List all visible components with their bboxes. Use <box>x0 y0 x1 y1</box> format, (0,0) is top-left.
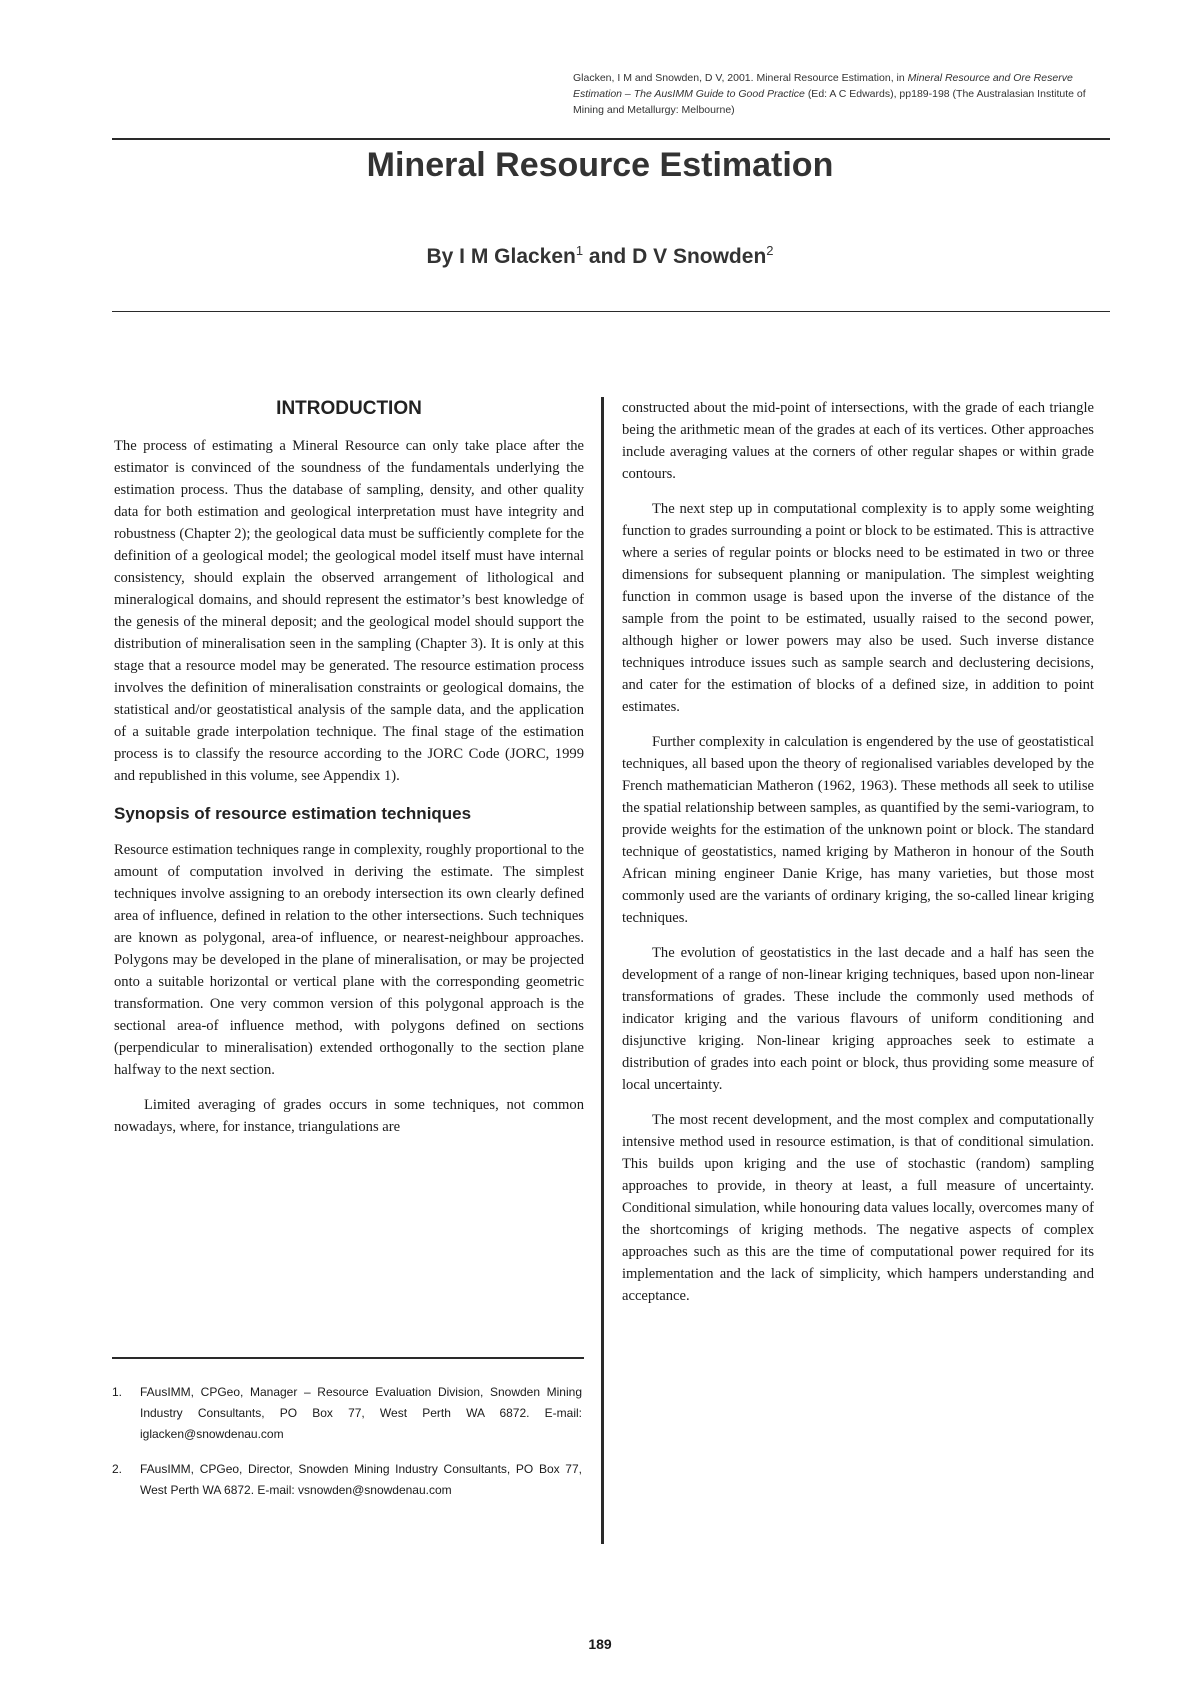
synopsis-heading: Synopsis of resource estimation techniques <box>114 804 472 823</box>
left-column <box>114 397 584 1138</box>
page-title: Mineral Resource Estimation <box>366 146 834 184</box>
footnotes <box>112 1382 582 1515</box>
byline-author-2: and D V Snowden <box>583 245 767 268</box>
citation-header <box>573 70 1098 118</box>
footnote-1 <box>112 1382 582 1445</box>
citation-authors: Glacken, I M and Snowden, D V, 2001. Mineral Resource Estimation, in <box>573 72 905 84</box>
column-divider <box>601 397 604 1544</box>
right-paragraph-3: Further complexity in calculation is engendered by the use of geostatistical techniques, all based upon the theory of regionalised variables developed by the French mathematician Matheron (1962, 1963). These methods all seek to utilise the spatial relationship between samples, as quantified by the semi-variogram, to provide weights for the estimation of the unknown point or block. The standard technique of geostatistics, named kriging by Matheron in honour of the South African mining engineer Danie Krige, has many varieties, but those most commonly used are the variants of ordinary kriging, the so-called linear kriging techniques. <box>622 734 1094 926</box>
introduction-heading: INTRODUCTION <box>276 398 422 419</box>
right-paragraph-2: The next step up in computational complexity is to apply some weighting function to grades surrounding a point or block to be estimated. This is attractive where a series of regular points or blocks need to be estimated in two or three dimensions for subsequent planning or manipulation. The simplest weighting function in common usage is based upon the inverse of the distance of the sample from the point to be estimated, usually raised to the second power, although higher or lower powers may also be used. Such inverse distance techniques introduce issues such as sample search and declustering decisions, and cater for the estimation of blocks of a defined size, in addition to point estimates. <box>622 501 1094 715</box>
footnote-number: 1. <box>112 1385 123 1399</box>
citation-editor-pages: (Ed: A C Edwards), pp189-198 (The Australasian Institute of Mining and Metallurgy: Melbourne) <box>573 88 1086 116</box>
right-paragraph-5: The most recent development, and the most complex and computationally intensive method used in resource estimation, is that of conditional simulation. This builds upon kriging and the use of stochastic (random) sampling approaches to provide, in theory at least, a full measure of uncertainty. Conditional simulation, while honouring data values locally, overcomes many of the shortcomings of kriging methods. The negative aspects of complex approaches such as this are the time of computational power required for its implementation and the lack of simplicity, which hampers understanding and acceptance. <box>622 1112 1094 1304</box>
footnote-text: FAusIMM, CPGeo, Director, Snowden Mining Industry Consultants, PO Box 77, West Perth WA 6872. E-mail: vsnowden@snowdenau.com <box>140 1462 582 1497</box>
footnote-number: 2. <box>112 1462 123 1476</box>
page-number: 189 <box>588 1636 612 1652</box>
citation-book-title: Mineral Resource and Ore Reserve Estimation – The AusIMM Guide to Good Practice <box>573 72 1073 100</box>
intro-paragraph: The process of estimating a Mineral Resource can only take place after the estimator is convinced of the soundness of the fundamentals underlying the estimation process. Thus the database of sampling, density, and other quality data for both estimation and geological interpretation must have integrity and robustness (Chapter 2); the geological data must be sufficiently complete for the definition of a geological model; the geological model itself must have internal consistency, should explain the observed arrangement of lithological and mineralogical domains, and should represent the estimator’s best knowledge of the genesis of the mineral deposit; and the geological model should support the distribution of mineralisation seen in the sampling (Chapter 3). It is only at this stage that a resource model may be generated. The resource estimation process involves the definition of mineralisation constraints or geological domains, the statistical and/or geostatistical analysis of the sample data, and the application of a suitable grade interpolation technique. The final stage of the estimation process is to classify the resource according to the JORC Code (JORC, 1999 and republished in this volume, see Appendix 1). <box>114 438 584 784</box>
right-paragraph-4: The evolution of geostatistics in the last decade and a half has seen the development of a range of non-linear kriging techniques, based upon non-linear transformations of grades. These include the commonly used methods of indicator kriging and the various flavours of uniform conditioning and disjunctive kriging. Non-linear kriging approaches seek to estimate a distribution of grades into each point or block, thus providing some measure of local uncertainty. <box>622 945 1094 1093</box>
byline-author-1: By I M Glacken <box>426 245 576 268</box>
footnote-text: FAusIMM, CPGeo, Manager – Resource Evaluation Division, Snowden Mining Industry Consultants, PO Box 77, West Perth WA 6872. E-mail: iglacken@snowdenau.com <box>140 1385 582 1441</box>
footnote-2 <box>112 1459 582 1501</box>
right-paragraph-1: constructed about the mid-point of intersections, with the grade of each triangle being the arithmetic mean of the grades at each of its vertices. Other approaches include averaging values at the corners of other regular shapes or within grade contours. <box>622 400 1094 482</box>
footnote-rule <box>112 1357 584 1359</box>
byline-sup-1: 1 <box>575 243 584 258</box>
averaging-paragraph: Limited averaging of grades occurs in some techniques, not common nowadays, where, for instance, triangulations are <box>114 1097 584 1135</box>
byline <box>0 243 1200 269</box>
top-rule <box>112 138 1110 140</box>
right-column <box>622 397 1094 1307</box>
byline-sup-2: 2 <box>766 243 774 258</box>
synopsis-paragraph: Resource estimation techniques range in complexity, roughly proportional to the amount of computation involved in deriving the estimate. The simplest techniques involve assigning to an orebody intersection its own clearly defined area of influence, defined in relation to the other intersections. Such techniques are known as polygonal, area-of influence, or nearest-neighbour approaches. Polygons may be developed in the plane of mineralisation, or may be projected onto a suitable horizontal or vertical plane with the corresponding geometric transformation. One very common version of this polygonal approach is the sectional area-of influence method, with polygons defined on sections (perpendicular to mineralisation) extended orthogonally to the section plane halfway to the next section. <box>114 842 584 1078</box>
byline-rule <box>112 311 1110 312</box>
